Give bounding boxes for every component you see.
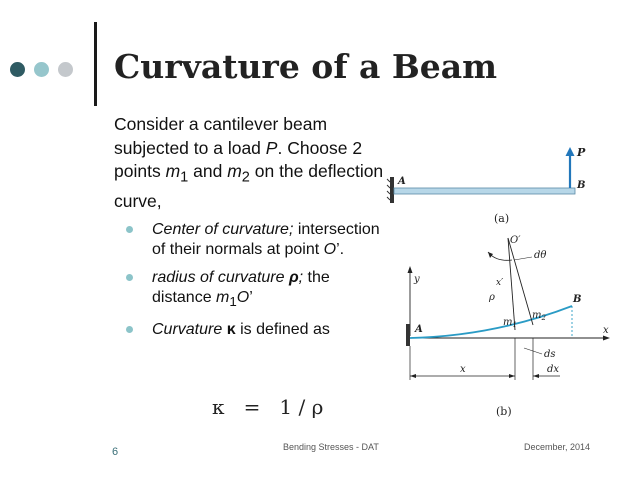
label-B-top: B: [577, 180, 586, 191]
label-A-top: A: [398, 176, 406, 187]
bullet-term: Curvature: [152, 320, 227, 338]
bullet-dot: [126, 326, 133, 333]
label-rho-arrow: ρ: [489, 292, 495, 303]
label-m1: $m_1$: [503, 317, 517, 329]
deflection-curve: [410, 306, 572, 338]
bullet-term: Center of curvature;: [152, 220, 294, 238]
slide-body: [114, 113, 384, 347]
intro-text-3: on the deflection curve,: [114, 161, 384, 211]
bullet-radius-of-curvature: [114, 268, 384, 313]
label-ds: ds: [544, 349, 556, 360]
bullet-dot: [126, 226, 133, 233]
intro-text-1: Consider a cantilever beam subjected to a load: [114, 114, 328, 158]
load-arrow-head: [566, 147, 575, 156]
bullet-semicolon: ;: [298, 268, 304, 286]
x-axis-label: x: [603, 325, 609, 336]
label-A: A: [415, 324, 423, 335]
label-m2: $m_2$: [532, 310, 546, 322]
dot-teal: [34, 62, 49, 77]
beam-diagram: [384, 140, 620, 422]
point-m2: m: [227, 161, 242, 181]
caption-a: (a): [494, 212, 510, 225]
dot-gray: [58, 62, 73, 77]
label-dx: dx: [547, 364, 560, 375]
intro-and: and: [188, 161, 228, 181]
wall-b: [406, 324, 410, 346]
kappa-symbol: κ: [226, 320, 236, 338]
bullet-curvature: [114, 320, 384, 341]
decorative-dots: [10, 62, 90, 78]
bullet-center-of-curvature: [114, 220, 384, 261]
caption-b: (b): [496, 405, 512, 418]
label-O: O′: [510, 235, 521, 246]
bullet-end: ’.: [336, 241, 345, 258]
point-m1-sub: 1: [229, 294, 237, 310]
intro-paragraph: [114, 113, 384, 214]
bullet-dot: [126, 274, 133, 281]
curvature-formula: κ = 1 / ρ: [212, 395, 324, 419]
y-axis-label: y: [414, 274, 420, 285]
bullet-end: ’: [249, 289, 253, 306]
point-O: O: [236, 289, 250, 306]
label-x-prime: x′: [496, 278, 504, 288]
load-symbol: P: [265, 137, 278, 158]
bullet-text: intersection of their normals at point: [152, 220, 380, 258]
bullet-term: radius of curvature: [152, 268, 289, 286]
intro-text-2: . Choose 2 points: [114, 137, 363, 181]
load-label: P: [577, 146, 586, 159]
slide-title: Curvature of a Beam: [114, 47, 498, 86]
page-number: 6: [112, 446, 119, 458]
point-m1: m: [165, 161, 181, 181]
footer-title: Bending Stresses - DAT: [283, 442, 379, 452]
beam-figure: [384, 140, 620, 422]
beam-a: [394, 188, 575, 194]
rho-symbol: ρ: [288, 268, 299, 286]
point-m1-sub: 1: [180, 169, 189, 186]
wall-a: [390, 177, 394, 203]
title-divider: [94, 22, 97, 106]
dtheta-arc: [488, 252, 512, 260]
footer-date: December, 2014: [524, 442, 591, 452]
point-m2-sub: 2: [241, 169, 250, 186]
bullet-text: is defined as: [235, 320, 330, 338]
label-B: B: [573, 294, 582, 305]
dot-dark: [10, 62, 25, 77]
label-dtheta: dθ: [534, 250, 547, 261]
point-m1: m: [216, 289, 230, 306]
label-x-dim: x: [460, 364, 466, 375]
point-O: O: [323, 241, 337, 258]
bullet-text: the distance: [152, 268, 330, 306]
bullet-list: [114, 220, 384, 341]
